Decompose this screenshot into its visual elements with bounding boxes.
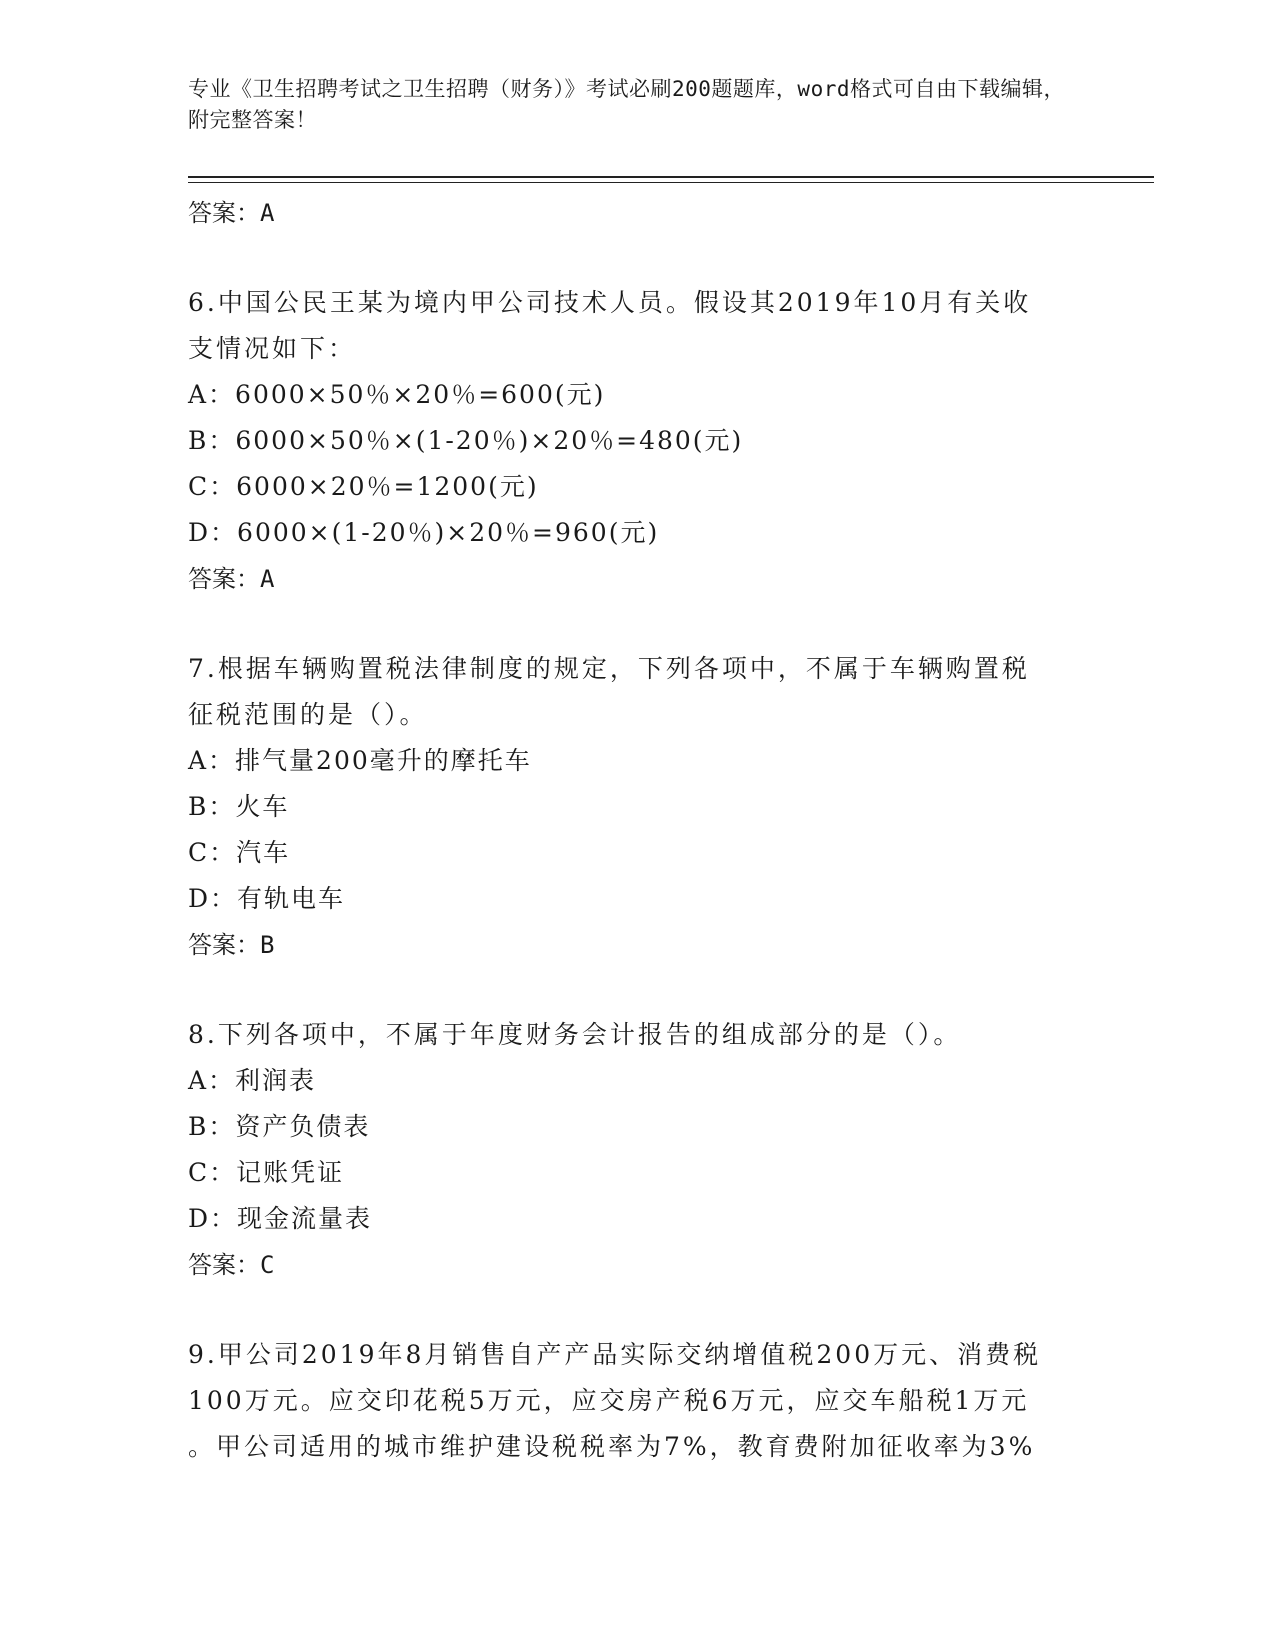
spacer	[188, 602, 1088, 646]
option-b: B：火车	[188, 792, 290, 821]
question-7	[188, 646, 1088, 968]
option-d: D：6000×(1-20％)×20％=960(元)	[188, 518, 660, 547]
question-text: 。甲公司适用的城市维护建设税税率为7%，教育费附加征收率为3%	[188, 1432, 1036, 1461]
question-text: 100万元。应交印花税5万元，应交房产税6万元，应交车船税1万元	[188, 1386, 1030, 1415]
question-6	[188, 280, 1088, 602]
option-b: B：6000×50％×(1-20％)×20％=480(元)	[188, 426, 744, 455]
answer-line: 答案：B	[188, 931, 275, 959]
header-divider-thin	[188, 182, 1154, 183]
option-b: B：资产负债表	[188, 1112, 371, 1141]
option-d: D：有轨电车	[188, 884, 346, 913]
document-header: 专业《卫生招聘考试之卫生招聘（财务）》考试必刷200题题库，word格式可自由下载编辑，附完整答案！	[188, 77, 1065, 132]
answer-line: 答案：C	[188, 1251, 275, 1279]
answer-line: 答案：A	[188, 199, 275, 227]
question-text: 8.下列各项中，不属于年度财务会计报告的组成部分的是（）。	[188, 1020, 962, 1049]
option-d: D：现金流量表	[188, 1204, 373, 1233]
question-text: 9.甲公司2019年8月销售自产产品实际交纳增值税200万元、消费税	[188, 1340, 1042, 1369]
option-a: A：排气量200毫升的摩托车	[188, 746, 532, 775]
question-text: 征税范围的是（）。	[188, 700, 428, 729]
option-c: C：汽车	[188, 838, 291, 867]
spacer	[188, 968, 1088, 1012]
option-a: A：利润表	[188, 1066, 317, 1095]
question-text: 6.中国公民王某为境内甲公司技术人员。假设其2019年10月有关收	[188, 288, 1032, 317]
question-9	[188, 1332, 1088, 1470]
answer-line: 答案：A	[188, 565, 275, 593]
question-text: 7.根据车辆购置税法律制度的规定，下列各项中，不属于车辆购置税	[188, 654, 1030, 683]
question-text: 支情况如下：	[188, 334, 357, 363]
option-a: A：6000×50％×20％=600(元)	[188, 380, 606, 409]
spacer	[188, 236, 1088, 280]
option-c: C：6000×20％=1200(元)	[188, 472, 539, 501]
header-divider-thick	[188, 176, 1154, 178]
document-body	[188, 190, 1088, 1470]
option-c: C：记账凭证	[188, 1158, 345, 1187]
spacer	[188, 1288, 1088, 1332]
question-8	[188, 1012, 1088, 1288]
